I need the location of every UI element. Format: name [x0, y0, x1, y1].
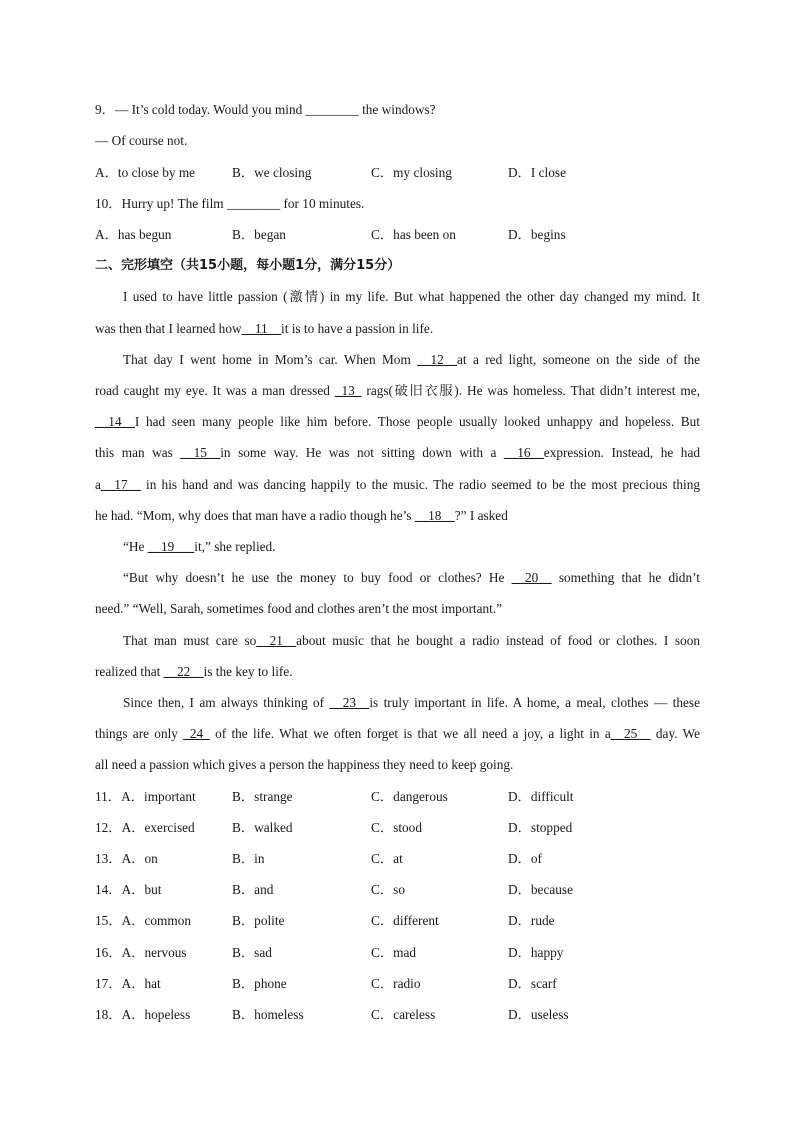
option-a: A．has begun [95, 227, 172, 242]
question-17-options [95, 975, 715, 993]
passage-line: Since then, I am always thinking of __23__is truly important in life. A home, a meal, clothes — these [123, 695, 700, 710]
option-c: C．radio [371, 976, 421, 991]
option-c: C．my closing [371, 165, 452, 180]
option-a: 18．A．hopeless [95, 1007, 191, 1022]
option-d: D．useless [508, 1007, 569, 1022]
option-d: D．difficult [508, 789, 574, 804]
blank-16: __16__ [503, 445, 544, 460]
question-12-options [95, 819, 715, 837]
passage-line: realized that __22__is the key to life. [95, 664, 293, 679]
option-a: 11．A．important [95, 789, 196, 804]
passage-line: I used to have little passion (激情) in my life. But what happened the other day changed my mind. It [123, 289, 700, 304]
passage-line: all need a passion which gives a person the happiness they need to keep going. [95, 757, 514, 772]
question-9-stem: 9．— It’s cold today. Would you mind ________ the windows? [95, 102, 436, 117]
passage-line: __14__I had seen many people like him before. Those people usually looked unhappy and hopeless. But [95, 414, 700, 429]
passage-line: he had. “Mom, why does that man have a radio though he’s __18__?” I asked [95, 508, 508, 523]
blank-11: __11__ [241, 321, 281, 336]
option-b: B．walked [232, 820, 293, 835]
option-a: 12．A．exercised [95, 820, 195, 835]
option-c: C．has been on [371, 227, 456, 242]
blank-23: __23__ [329, 695, 370, 710]
option-d: D．I close [508, 165, 566, 180]
option-b: B．in [232, 851, 265, 866]
option-c: C．at [371, 851, 403, 866]
passage-line: That man must care so__21__about music that he bought a radio instead of food or clothes. I soon [123, 633, 700, 648]
option-b: B．strange [232, 789, 293, 804]
question-11-options [95, 788, 715, 806]
question-10-options [95, 226, 715, 244]
option-c: C．so [371, 882, 405, 897]
passage-line: things are only _24_ of the life. What we often forget is that we all need a joy, a light in a__25__ day. We [95, 726, 700, 741]
option-d: D．scarf [508, 976, 557, 991]
option-c: C．careless [371, 1007, 436, 1022]
option-c: C．dangerous [371, 789, 448, 804]
option-a: 13．A．on [95, 851, 158, 866]
blank-25: __25__ [610, 726, 651, 741]
passage-line: “But why doesn’t he use the money to buy food or clothes? He __20__ something that he didn’t [123, 570, 700, 585]
option-c: C．stood [371, 820, 422, 835]
passage-line: this man was __15__in some way. He was not sitting down with a __16__expression. Instead, he had [95, 445, 701, 460]
option-c: C．different [371, 913, 439, 928]
option-a: A．to close by me [95, 165, 196, 180]
passage-line: “He __19___it,” she replied. [123, 539, 276, 554]
option-a: 16．A．nervous [95, 945, 187, 960]
blank-24: _24_ [183, 726, 210, 741]
blank-12: __12__ [417, 352, 458, 367]
passage-line: need.” “Well, Sarah, sometimes food and clothes aren’t the most important.” [95, 601, 503, 616]
question-10-stem: 10．Hurry up! The film ________ for 10 minutes. [95, 196, 365, 211]
passage-line: was then that I learned how__11__it is to have a passion in life. [95, 321, 434, 336]
passage-line: road caught my eye. It was a man dressed _13_ rags(破旧衣服). He was homeless. That didn’t interest me, [95, 383, 700, 398]
option-a: 15．A．common [95, 913, 192, 928]
option-a: 14．A．but [95, 882, 162, 897]
option-b: B．and [232, 882, 274, 897]
option-b: B．homeless [232, 1007, 304, 1022]
blank-21: __21__ [256, 633, 297, 648]
option-c: C．mad [371, 945, 417, 960]
option-b: B．began [232, 227, 286, 242]
question-18-options [95, 1006, 715, 1024]
blank-19: __19___ [147, 539, 195, 554]
passage-line: That day I went home in Mom’s car. When Mom __12__at a red light, someone on the side of the [123, 352, 700, 367]
option-d: D．because [508, 882, 573, 897]
option-b: B．we closing [232, 165, 312, 180]
question-9-reply: — Of course not. [95, 133, 188, 148]
question-16-options [95, 944, 715, 962]
option-b: B．sad [232, 945, 272, 960]
blank-17: __17__ [100, 477, 141, 492]
question-13-options [95, 850, 715, 868]
option-d: D．happy [508, 945, 564, 960]
option-d: D．rude [508, 913, 555, 928]
question-14-options [95, 881, 715, 899]
option-b: B．phone [232, 976, 287, 991]
blank-14: __14__ [95, 414, 135, 429]
passage-line: a__17__ in his hand and was dancing happily to the music. The radio seemed to be the most precious thing [95, 477, 700, 492]
blank-20: __20__ [511, 570, 552, 585]
option-a: 17．A．hat [95, 976, 161, 991]
blank-18: __18__ [414, 508, 455, 523]
question-15-options [95, 912, 715, 930]
question-9-options [95, 164, 715, 182]
blank-22: __22__ [163, 664, 204, 679]
option-d: D．begins [508, 227, 566, 242]
option-d: D．stopped [508, 820, 573, 835]
blank-15: __15__ [180, 445, 221, 460]
blank-13: _13_ [334, 383, 362, 398]
section-heading: 二、完形填空（共15小题，每小题1分，满分15分） [95, 258, 401, 273]
option-d: D．of [508, 851, 542, 866]
option-b: B．polite [232, 913, 285, 928]
